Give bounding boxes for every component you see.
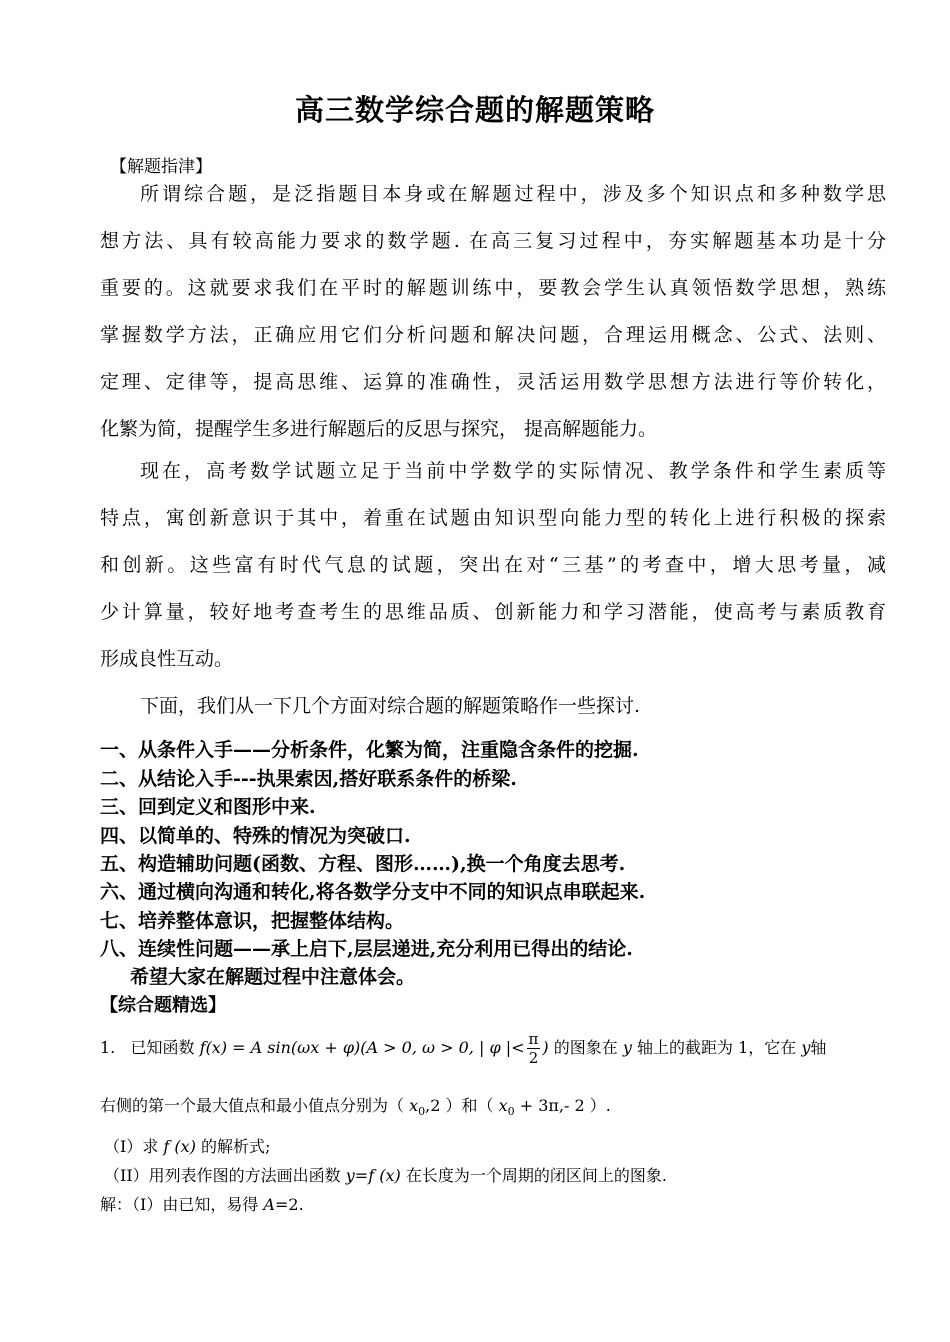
strategy-item: 一、从条件入手——分析条件，化繁为简，注重隐含条件的挖掘. bbox=[100, 739, 639, 761]
point-coordinate: + 3π,- 2 bbox=[519, 1096, 585, 1115]
problem-1-part-2 bbox=[104, 1163, 667, 1186]
problem-text: 的解析式; bbox=[201, 1137, 271, 1156]
fraction-denominator: 2 bbox=[528, 1049, 539, 1067]
strategy-item: 八、连续性问题——承上启下,层层递进,充分利用已得出的结论. bbox=[100, 938, 633, 960]
function-formula: f(x) = A sin(ωx + φ)(A > 0, ω > 0, | φ |< bbox=[199, 1038, 525, 1057]
text-line: 和创新。这些富有时代气息的试题，突出在对“三基”的考查中，增大思考量，减 bbox=[100, 554, 886, 576]
text-line: 化繁为简，提醒学生多进行解题后的反思与探究， 提高解题能力。 bbox=[100, 418, 658, 440]
problem-text: 在长度为一个周期的闭区间上的图象. bbox=[405, 1166, 667, 1185]
problem-1-line-2 bbox=[100, 1093, 611, 1118]
strategy-item: 五、构造辅助问题(函数、方程、图形……),换一个角度去思考. bbox=[100, 853, 626, 875]
text-line: 现在，高考数学试题立足于当前中学数学的实际情况、教学条件和学生素质等 bbox=[140, 460, 886, 482]
text-line: 掌握数学方法，正确应用它们分析问题和解决问题，合理运用概念、公式、法则、 bbox=[100, 324, 886, 346]
text-line: 重要的。这就要求我们在平时的解题训练中，要教会学生认真领悟数学思想，熟练 bbox=[100, 277, 886, 299]
problem-text: 已知函数 bbox=[130, 1038, 195, 1057]
guide-label: 【解题指津】 bbox=[110, 157, 212, 177]
intro-paragraph-2 bbox=[100, 448, 886, 683]
text-line: 所谓综合题，是泛指题目本身或在解题过程中，涉及多个知识点和多种数学思 bbox=[140, 183, 886, 205]
text-line: 少计算量，较好地考查考生的思维品质、创新能力和学习潜能，使高考与素质教育 bbox=[100, 601, 886, 623]
problem-text: （II）用列表作图的方法画出函数 bbox=[104, 1166, 341, 1185]
solution-text: 解：（Ⅰ）由已知，易得 bbox=[100, 1195, 259, 1214]
text-line: 下面，我们从一下几个方面对综合题的解题策略作一些探讨. bbox=[140, 695, 641, 717]
closing-note: 希望大家在解题过程中注意体会。 bbox=[130, 966, 416, 988]
subscript: 0 bbox=[418, 1105, 426, 1119]
strategy-item: 七、培养整体意识，把握整体结构。 bbox=[100, 910, 405, 932]
text-line: 形成良性互动。 bbox=[100, 648, 234, 670]
variable-x: x bbox=[498, 1096, 508, 1115]
variable-x: x bbox=[409, 1096, 419, 1115]
problem-text: ）和（ bbox=[445, 1096, 494, 1115]
variable-a: A bbox=[263, 1195, 275, 1214]
text-line: 想方法、具有较高能力要求的数学题. 在高三复习过程中，夯实解题基本功是十分 bbox=[100, 230, 886, 252]
subscript: 0 bbox=[507, 1105, 515, 1119]
point-coordinate: ,2 bbox=[425, 1096, 441, 1115]
solution-text: =2. bbox=[274, 1195, 304, 1214]
strategy-item: 三、回到定义和图形中来. bbox=[100, 796, 316, 818]
variable-y: y bbox=[622, 1038, 632, 1057]
strategy-item: 二、从结论入手---执果索因,搭好联系条件的桥梁. bbox=[100, 768, 517, 790]
problem-number: 1. bbox=[100, 1038, 116, 1057]
pi-over-two-fraction bbox=[527, 1030, 541, 1067]
variable-y: y bbox=[801, 1038, 811, 1057]
problem-text: ）. bbox=[589, 1096, 611, 1115]
problem-text: （I）求 bbox=[104, 1137, 159, 1156]
strategy-item: 六、通过横向沟通和转化,将各数学分支中不同的知识点串联起来. bbox=[100, 881, 646, 903]
problem-text: 轴 bbox=[810, 1038, 827, 1057]
formula-closing: ) bbox=[542, 1038, 549, 1057]
problem-1-line-1 bbox=[100, 1030, 826, 1067]
solution-line bbox=[100, 1192, 304, 1215]
intro-paragraph-1 bbox=[100, 171, 886, 453]
problem-text: 轴上的截距为 1，它在 bbox=[636, 1038, 797, 1057]
selected-problems-label: 【综合题精选】 bbox=[100, 995, 226, 1016]
intro-paragraph-3 bbox=[100, 683, 886, 730]
problem-text: 右侧的第一个最大值点和最小值点分别为（ bbox=[100, 1096, 405, 1115]
function-notation: f (x) bbox=[163, 1137, 196, 1156]
page-title: 高三数学综合题的解题策略 bbox=[294, 93, 655, 127]
problem-text: 的图象在 bbox=[553, 1038, 618, 1057]
function-notation: y=f (x) bbox=[345, 1166, 401, 1185]
strategy-item: 四、以简单的、特殊的情况为突破口. bbox=[100, 825, 411, 847]
problem-1-part-1 bbox=[104, 1134, 270, 1157]
text-line: 特点，寓创新意识于其中，着重在试题由知识型向能力型的转化上进行积极的探索 bbox=[100, 507, 886, 529]
fraction-numerator: π bbox=[528, 1030, 539, 1048]
text-line: 定理、定律等，提高思维、运算的准确性，灵活运用数学思想方法进行等价转化， bbox=[100, 371, 886, 393]
